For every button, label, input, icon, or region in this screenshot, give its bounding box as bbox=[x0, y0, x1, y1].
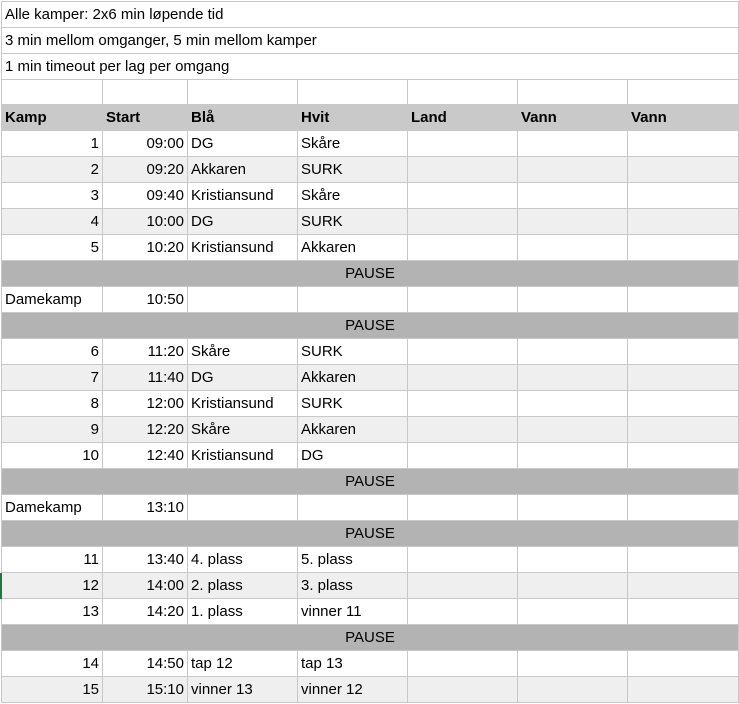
land-cell[interactable] bbox=[408, 157, 518, 183]
vann-cell[interactable] bbox=[628, 391, 739, 417]
note-row bbox=[2, 28, 739, 54]
match-row bbox=[2, 547, 739, 573]
note-row bbox=[2, 54, 739, 80]
vann-cell[interactable] bbox=[628, 443, 739, 469]
kamp-cell[interactable]: Damekamp bbox=[2, 495, 103, 521]
bla-cell[interactable]: tap 12 bbox=[188, 651, 298, 677]
vann-cell[interactable] bbox=[628, 157, 739, 183]
hvit-cell[interactable]: vinner 12 bbox=[298, 677, 408, 703]
header-land[interactable]: Land bbox=[408, 105, 518, 131]
hvit-cell[interactable]: DG bbox=[298, 443, 408, 469]
land-cell[interactable] bbox=[408, 495, 518, 521]
empty-cell[interactable] bbox=[2, 80, 103, 105]
bla-cell[interactable]: DG bbox=[188, 365, 298, 391]
kamp-cell[interactable]: Damekamp bbox=[2, 287, 103, 313]
bla-cell[interactable] bbox=[188, 287, 298, 313]
hvit-cell[interactable]: SURK bbox=[298, 209, 408, 235]
land-cell[interactable] bbox=[408, 677, 518, 703]
match-row bbox=[2, 573, 739, 599]
land-cell[interactable] bbox=[408, 183, 518, 209]
start-cell[interactable]: 09:40 bbox=[103, 183, 188, 209]
bla-cell[interactable]: Kristiansund bbox=[188, 391, 298, 417]
match-row bbox=[2, 131, 739, 157]
hvit-cell[interactable]: Akkaren bbox=[298, 417, 408, 443]
bla-cell[interactable]: Skåre bbox=[188, 339, 298, 365]
kamp-cell[interactable]: 11 bbox=[2, 547, 103, 573]
land-cell[interactable] bbox=[408, 651, 518, 677]
header-bla[interactable]: Blå bbox=[188, 105, 298, 131]
pause-row bbox=[2, 261, 739, 287]
land-cell[interactable] bbox=[408, 339, 518, 365]
vann-cell[interactable] bbox=[518, 339, 628, 365]
kamp-cell[interactable]: 15 bbox=[2, 677, 103, 703]
match-row bbox=[2, 651, 739, 677]
vann-cell[interactable] bbox=[518, 677, 628, 703]
header-hvit[interactable]: Hvit bbox=[298, 105, 408, 131]
start-cell[interactable]: 09:20 bbox=[103, 157, 188, 183]
vann-cell[interactable] bbox=[518, 131, 628, 157]
bla-cell[interactable]: Akkaren bbox=[188, 157, 298, 183]
vann-cell[interactable] bbox=[518, 365, 628, 391]
header-vann-1[interactable]: Vann bbox=[518, 105, 628, 131]
pause-row bbox=[2, 521, 739, 547]
kamp-cell[interactable]: 7 bbox=[2, 365, 103, 391]
hvit-cell[interactable]: vinner 11 bbox=[298, 599, 408, 625]
bla-cell[interactable]: 1. plass bbox=[188, 599, 298, 625]
empty-cell[interactable] bbox=[103, 80, 188, 105]
vann-cell[interactable] bbox=[628, 287, 739, 313]
hvit-cell[interactable]: Akkaren bbox=[298, 235, 408, 261]
match-row bbox=[2, 209, 739, 235]
vann-cell[interactable] bbox=[628, 495, 739, 521]
empty-cell[interactable] bbox=[518, 80, 628, 105]
special-row bbox=[2, 495, 739, 521]
vann-cell[interactable] bbox=[628, 599, 739, 625]
vann-cell[interactable] bbox=[628, 209, 739, 235]
pause-cell[interactable]: PAUSE bbox=[2, 521, 739, 547]
bla-cell[interactable]: 2. plass bbox=[188, 573, 298, 599]
vann-cell[interactable] bbox=[518, 443, 628, 469]
blank-row bbox=[2, 80, 739, 105]
hvit-cell[interactable]: Skåre bbox=[298, 131, 408, 157]
vann-cell[interactable] bbox=[518, 495, 628, 521]
kamp-cell[interactable]: 8 bbox=[2, 391, 103, 417]
hvit-cell[interactable]: SURK bbox=[298, 157, 408, 183]
vann-cell[interactable] bbox=[628, 365, 739, 391]
bla-cell[interactable]: DG bbox=[188, 131, 298, 157]
empty-cell[interactable] bbox=[628, 80, 739, 105]
empty-cell[interactable] bbox=[408, 80, 518, 105]
header-start[interactable]: Start bbox=[103, 105, 188, 131]
pause-cell[interactable]: PAUSE bbox=[2, 469, 739, 495]
hvit-cell[interactable]: SURK bbox=[298, 339, 408, 365]
bla-cell[interactable]: vinner 13 bbox=[188, 677, 298, 703]
pause-row bbox=[2, 469, 739, 495]
land-cell[interactable] bbox=[408, 235, 518, 261]
start-cell[interactable]: 12:40 bbox=[103, 443, 188, 469]
note-cell[interactable]: 1 min timeout per lag per omgang bbox=[2, 54, 739, 80]
vann-cell[interactable] bbox=[518, 157, 628, 183]
kamp-cell[interactable]: 3 bbox=[2, 183, 103, 209]
header-vann-2[interactable]: Vann bbox=[628, 105, 739, 131]
hvit-cell[interactable]: 3. plass bbox=[298, 573, 408, 599]
match-row bbox=[2, 365, 739, 391]
land-cell[interactable] bbox=[408, 573, 518, 599]
hvit-cell[interactable]: 5. plass bbox=[298, 547, 408, 573]
kamp-cell[interactable]: 9 bbox=[2, 417, 103, 443]
vann-cell[interactable] bbox=[518, 209, 628, 235]
start-cell[interactable]: 09:00 bbox=[103, 131, 188, 157]
kamp-cell[interactable]: 14 bbox=[2, 651, 103, 677]
bla-cell[interactable]: Skåre bbox=[188, 417, 298, 443]
pause-cell[interactable]: PAUSE bbox=[2, 625, 739, 651]
start-cell[interactable]: 11:40 bbox=[103, 365, 188, 391]
match-row bbox=[2, 417, 739, 443]
start-cell[interactable]: 12:00 bbox=[103, 391, 188, 417]
match-row bbox=[2, 183, 739, 209]
pause-row bbox=[2, 625, 739, 651]
start-cell[interactable]: 14:50 bbox=[103, 651, 188, 677]
start-cell[interactable]: 10:20 bbox=[103, 235, 188, 261]
bla-cell[interactable]: 4. plass bbox=[188, 547, 298, 573]
start-cell[interactable]: 10:00 bbox=[103, 209, 188, 235]
start-cell[interactable]: 10:50 bbox=[103, 287, 188, 313]
kamp-cell[interactable]: 1 bbox=[2, 131, 103, 157]
note-cell[interactable]: Alle kamper: 2x6 min løpende tid bbox=[2, 2, 739, 28]
kamp-cell[interactable]: 13 bbox=[2, 599, 103, 625]
pause-cell[interactable]: PAUSE bbox=[2, 261, 739, 287]
land-cell[interactable] bbox=[408, 131, 518, 157]
match-row bbox=[2, 677, 739, 703]
match-row bbox=[2, 235, 739, 261]
match-row bbox=[2, 391, 739, 417]
kamp-cell[interactable]: 10 bbox=[2, 443, 103, 469]
empty-cell[interactable] bbox=[298, 80, 408, 105]
vann-cell[interactable] bbox=[628, 339, 739, 365]
note-cell[interactable]: 3 min mellom omganger, 5 min mellom kamper bbox=[2, 28, 739, 54]
vann-cell[interactable] bbox=[628, 183, 739, 209]
land-cell[interactable] bbox=[408, 599, 518, 625]
match-row bbox=[2, 157, 739, 183]
land-cell[interactable] bbox=[408, 391, 518, 417]
start-cell[interactable]: 15:10 bbox=[103, 677, 188, 703]
bla-cell[interactable] bbox=[188, 495, 298, 521]
note-row bbox=[2, 2, 739, 28]
land-cell[interactable] bbox=[408, 209, 518, 235]
vann-cell[interactable] bbox=[518, 391, 628, 417]
vann-cell[interactable] bbox=[628, 651, 739, 677]
bla-cell[interactable]: Kristiansund bbox=[188, 443, 298, 469]
start-cell[interactable]: 14:20 bbox=[103, 599, 188, 625]
selection-marker bbox=[0, 573, 2, 599]
vann-cell[interactable] bbox=[518, 183, 628, 209]
vann-cell[interactable] bbox=[518, 573, 628, 599]
vann-cell[interactable] bbox=[518, 417, 628, 443]
land-cell[interactable] bbox=[408, 287, 518, 313]
match-row bbox=[2, 339, 739, 365]
land-cell[interactable] bbox=[408, 547, 518, 573]
vann-cell[interactable] bbox=[628, 547, 739, 573]
hvit-cell[interactable] bbox=[298, 495, 408, 521]
schedule-sheet bbox=[1, 1, 739, 703]
hvit-cell[interactable]: SURK bbox=[298, 391, 408, 417]
vann-cell[interactable] bbox=[518, 651, 628, 677]
kamp-cell[interactable]: 6 bbox=[2, 339, 103, 365]
match-row bbox=[2, 443, 739, 469]
vann-cell[interactable] bbox=[628, 417, 739, 443]
bla-cell[interactable]: Kristiansund bbox=[188, 183, 298, 209]
hvit-cell[interactable] bbox=[298, 287, 408, 313]
hvit-cell[interactable]: Skåre bbox=[298, 183, 408, 209]
special-row bbox=[2, 287, 739, 313]
start-cell[interactable]: 12:20 bbox=[103, 417, 188, 443]
start-cell[interactable]: 13:40 bbox=[103, 547, 188, 573]
kamp-cell[interactable]: 2 bbox=[2, 157, 103, 183]
start-cell[interactable]: 14:00 bbox=[103, 573, 188, 599]
hvit-cell[interactable]: Akkaren bbox=[298, 365, 408, 391]
vann-cell[interactable] bbox=[518, 599, 628, 625]
header-kamp[interactable]: Kamp bbox=[2, 105, 103, 131]
hvit-cell[interactable]: tap 13 bbox=[298, 651, 408, 677]
bla-cell[interactable]: DG bbox=[188, 209, 298, 235]
pause-row bbox=[2, 313, 739, 339]
kamp-cell[interactable]: 12 bbox=[2, 573, 103, 599]
vann-cell[interactable] bbox=[628, 131, 739, 157]
vann-cell[interactable] bbox=[518, 287, 628, 313]
vann-cell[interactable] bbox=[628, 573, 739, 599]
vann-cell[interactable] bbox=[518, 235, 628, 261]
empty-cell[interactable] bbox=[188, 80, 298, 105]
land-cell[interactable] bbox=[408, 365, 518, 391]
match-row bbox=[2, 599, 739, 625]
bla-cell[interactable]: Kristiansund bbox=[188, 235, 298, 261]
start-cell[interactable]: 11:20 bbox=[103, 339, 188, 365]
kamp-cell[interactable]: 4 bbox=[2, 209, 103, 235]
header-row bbox=[2, 105, 739, 131]
vann-cell[interactable] bbox=[628, 677, 739, 703]
kamp-cell[interactable]: 5 bbox=[2, 235, 103, 261]
vann-cell[interactable] bbox=[628, 235, 739, 261]
land-cell[interactable] bbox=[408, 443, 518, 469]
land-cell[interactable] bbox=[408, 417, 518, 443]
start-cell[interactable]: 13:10 bbox=[103, 495, 188, 521]
vann-cell[interactable] bbox=[518, 547, 628, 573]
pause-cell[interactable]: PAUSE bbox=[2, 313, 739, 339]
